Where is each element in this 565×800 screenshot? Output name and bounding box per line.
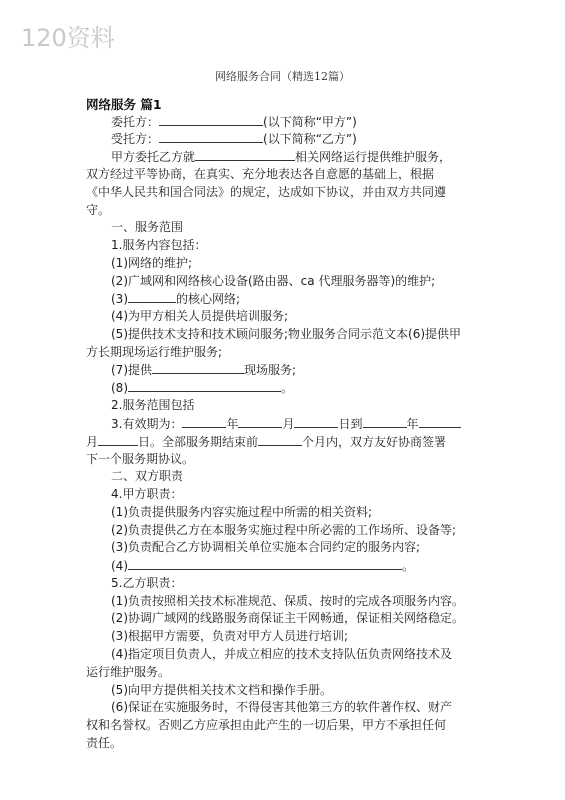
list-item: 方长期现场运行维护服务; <box>86 345 223 359</box>
client-label: 委托方： <box>111 115 160 129</box>
fill-blank <box>128 379 281 392</box>
text-span: 月 <box>282 417 295 431</box>
client-note: (以下简称“甲方”) <box>263 115 357 129</box>
day-blank <box>98 433 138 446</box>
list-item: (1)负责按照相关技术标准规范、保质、按时的完成各项服务内容。 <box>111 594 465 608</box>
list-item <box>111 361 296 379</box>
text-span: 年 <box>406 417 419 431</box>
contractor-label: 受托方： <box>111 132 160 146</box>
year-blank <box>182 415 226 428</box>
paragraph-line: 守。 <box>86 203 111 217</box>
text-span: 日。全部服务期结束前 <box>138 435 259 449</box>
month-blank <box>419 415 461 428</box>
text-span: 个月内，双方友好协商签署 <box>302 435 447 449</box>
network-blank <box>195 148 295 161</box>
text-span: 相关网络运行提供维护服务， <box>295 150 452 164</box>
client-line <box>111 113 357 131</box>
text-span: 的核心网络; <box>176 292 241 306</box>
text-span: 。 <box>281 381 294 395</box>
text-span: 日到 <box>338 417 363 431</box>
fill-blank <box>128 557 402 570</box>
paragraph-line: 《中华人民共和国合同法》的规定，达成如下协议，并由双方共同遵 <box>86 185 447 199</box>
text-span: (3) <box>111 292 128 306</box>
list-item: (5)向甲方提供相关技术文档和操作手册。 <box>111 683 332 697</box>
term-line <box>111 415 461 433</box>
fill-blank <box>152 361 244 374</box>
list-item: (2)负责提供乙方在本服务实施过程中所必需的工作场所、设备等; <box>111 523 457 537</box>
list-item: (4)为甲方相关人员提供培训服务; <box>111 309 289 323</box>
list-item <box>111 557 414 575</box>
list-item: (1)网络的维护; <box>111 256 193 270</box>
list-item <box>111 379 293 397</box>
paragraph-line: 双方经过平等协商，在真实、充分地表达各自意愿的基础上，根据 <box>86 167 435 181</box>
text-span: 。 <box>402 559 415 573</box>
text-span: 月 <box>86 435 99 449</box>
list-item: 权和名誉权。否则乙方应承担由此产生的一切后果，甲方不承担任何 <box>86 718 447 732</box>
heading-line: 二、双方职责 <box>111 469 184 483</box>
text-span: 甲方委托乙方就 <box>111 150 196 164</box>
text-span: (4) <box>111 559 128 573</box>
text-span: 3.有效期为： <box>111 417 183 431</box>
month-count-blank <box>258 433 302 446</box>
term-line <box>86 433 446 451</box>
list-item: (2)协调广域网的线路服务商保证主干网畅通，保证相关网络稳定。 <box>111 611 465 625</box>
list-item: (6)保证在实施服务时，不得侵害其他第三方的软件著作权、财产 <box>111 700 453 714</box>
list-item: 运行维护服务。 <box>86 665 171 679</box>
paragraph-line: 下一个服务期协议。 <box>86 452 195 466</box>
section-heading: 网络服务 篇1 <box>86 97 162 112</box>
text-span: 年 <box>226 417 239 431</box>
day-blank <box>294 415 338 428</box>
contractor-blank <box>159 130 263 143</box>
list-item: (3)负责配合乙方协调相关单位实施本合同约定的服务内容; <box>111 540 421 554</box>
heading-line: 一、服务范围 <box>111 220 184 234</box>
list-item: (3)根据甲方需要，负责对甲方人员进行培训; <box>111 629 349 643</box>
text-span: (7)提供 <box>111 363 152 377</box>
text-span: 现场服务; <box>244 363 297 377</box>
paragraph-line <box>111 148 451 166</box>
document-title: 网络服务合同（精选12篇） <box>215 70 350 83</box>
list-heading: 4.甲方职责： <box>111 487 183 501</box>
list-heading: 2.服务范围包括 <box>111 398 195 412</box>
list-item: (4)指定项目负责人，并成立相应的技术支持队伍负责网络技术及 <box>111 647 453 661</box>
text-span: (8) <box>111 381 128 395</box>
list-item: 责任。 <box>86 736 123 750</box>
month-blank <box>238 415 282 428</box>
list-item: (5)提供技术支持和技术顾问服务;物业服务合同示范文本(6)提供甲 <box>111 327 462 341</box>
list-heading: 1.服务内容包括： <box>111 238 207 252</box>
fill-blank <box>128 290 176 303</box>
client-blank <box>159 113 263 126</box>
list-heading: 5.乙方职责： <box>111 576 183 590</box>
year-blank <box>363 415 407 428</box>
contractor-note: (以下简称“乙方”) <box>263 132 357 146</box>
list-item <box>111 290 240 308</box>
contractor-line <box>111 130 357 148</box>
list-item: (1)负责提供服务内容实施过程中所需的相关资料; <box>111 505 373 519</box>
watermark-logo: 120资料 <box>21 24 115 52</box>
list-item: (2)广域网和网络核心设备(路由器、ca 代理服务器等)的维护; <box>111 274 436 288</box>
